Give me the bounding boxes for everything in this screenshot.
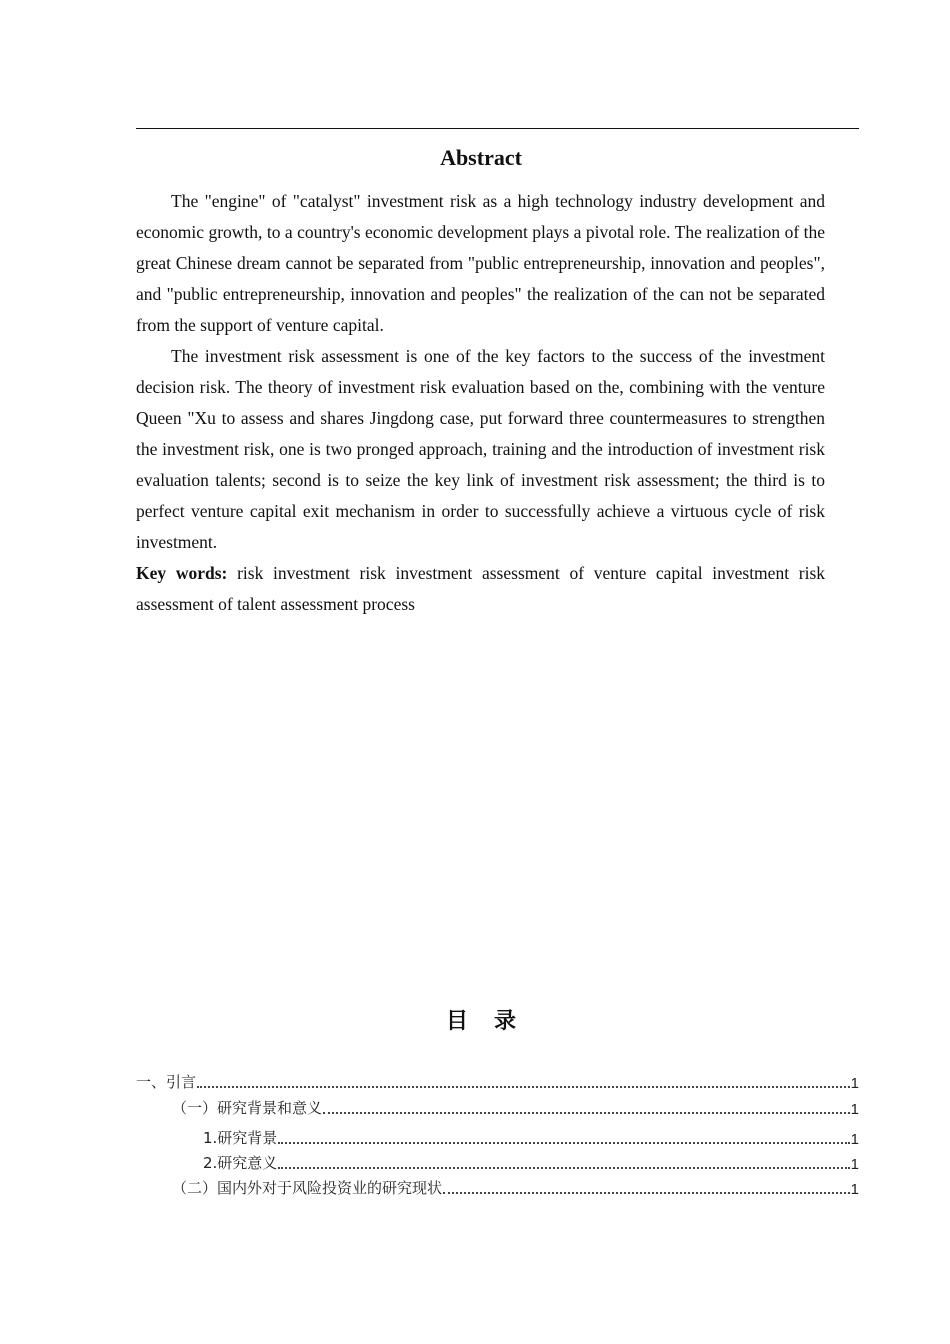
toc-leader-dots <box>278 1167 849 1169</box>
toc-entry-label: 一、引言 <box>136 1073 197 1091</box>
toc-entry[interactable] <box>136 1070 859 1092</box>
toc-entry[interactable] <box>172 1176 859 1198</box>
toc-entry-page: 1 <box>850 1131 859 1148</box>
abstract-paragraph-2: The investment risk assessment is one of the key factors to the success of the investment decision risk. The theory of investment risk evaluation based on the, combining with the venture Queen "Xu to assess and shares Jingdong case, put forward three countermeasures to strengthen the investment risk, one is two pronged approach, training and the introduction of investment risk evaluation talents; second is to seize the key link of investment risk assessment; the third is to perfect venture capital exit mechanism in order to successfully achieve a virtuous cycle of risk investment. <box>136 346 825 552</box>
toc-title <box>136 1006 826 1038</box>
toc-entry[interactable] <box>172 1096 859 1118</box>
toc-entry-page: 1 <box>850 1156 859 1173</box>
toc-leader-dots <box>278 1142 849 1144</box>
header-rule <box>136 128 859 129</box>
toc-title-part2: 录 <box>494 1009 517 1034</box>
abstract-paragraph-1: The "engine" of "catalyst" investment risk as a high technology industry development and economic growth, to a country's economic development plays a pivotal role. The realization of the great Chinese dream cannot be separated from "public entrepreneurship, innovation and peoples", and "public entrepreneurship, innovation and peoples" the realization of the can not be separated from the support of venture capital. <box>136 191 825 335</box>
keywords-label: Key words: <box>136 563 228 583</box>
toc-title-part1: 目 <box>445 1009 468 1034</box>
toc-entry-label: （一）研究背景和意义 <box>172 1099 323 1117</box>
abstract-title: Abstract <box>440 145 522 170</box>
toc-entry[interactable] <box>203 1151 859 1173</box>
toc-leader-dots <box>197 1086 850 1088</box>
toc-entry-label: 1.研究背景 <box>203 1129 278 1147</box>
toc-entry-page: 1 <box>850 1075 859 1092</box>
keywords-text: risk investment risk investment assessment of venture capital investment risk assessment of talent assessment process <box>136 563 826 614</box>
keywords-line <box>136 558 825 620</box>
toc-entry-label: （二）国内外对于风险投资业的研究现状 <box>172 1179 443 1197</box>
toc-leader-dots <box>323 1112 850 1114</box>
toc-leader-dots <box>443 1192 850 1194</box>
toc-entry-label: 2.研究意义 <box>203 1154 278 1172</box>
toc-entry-page: 1 <box>850 1101 859 1118</box>
abstract-body <box>136 186 825 620</box>
toc-entry[interactable] <box>203 1126 859 1148</box>
toc-entry-page: 1 <box>850 1181 859 1198</box>
